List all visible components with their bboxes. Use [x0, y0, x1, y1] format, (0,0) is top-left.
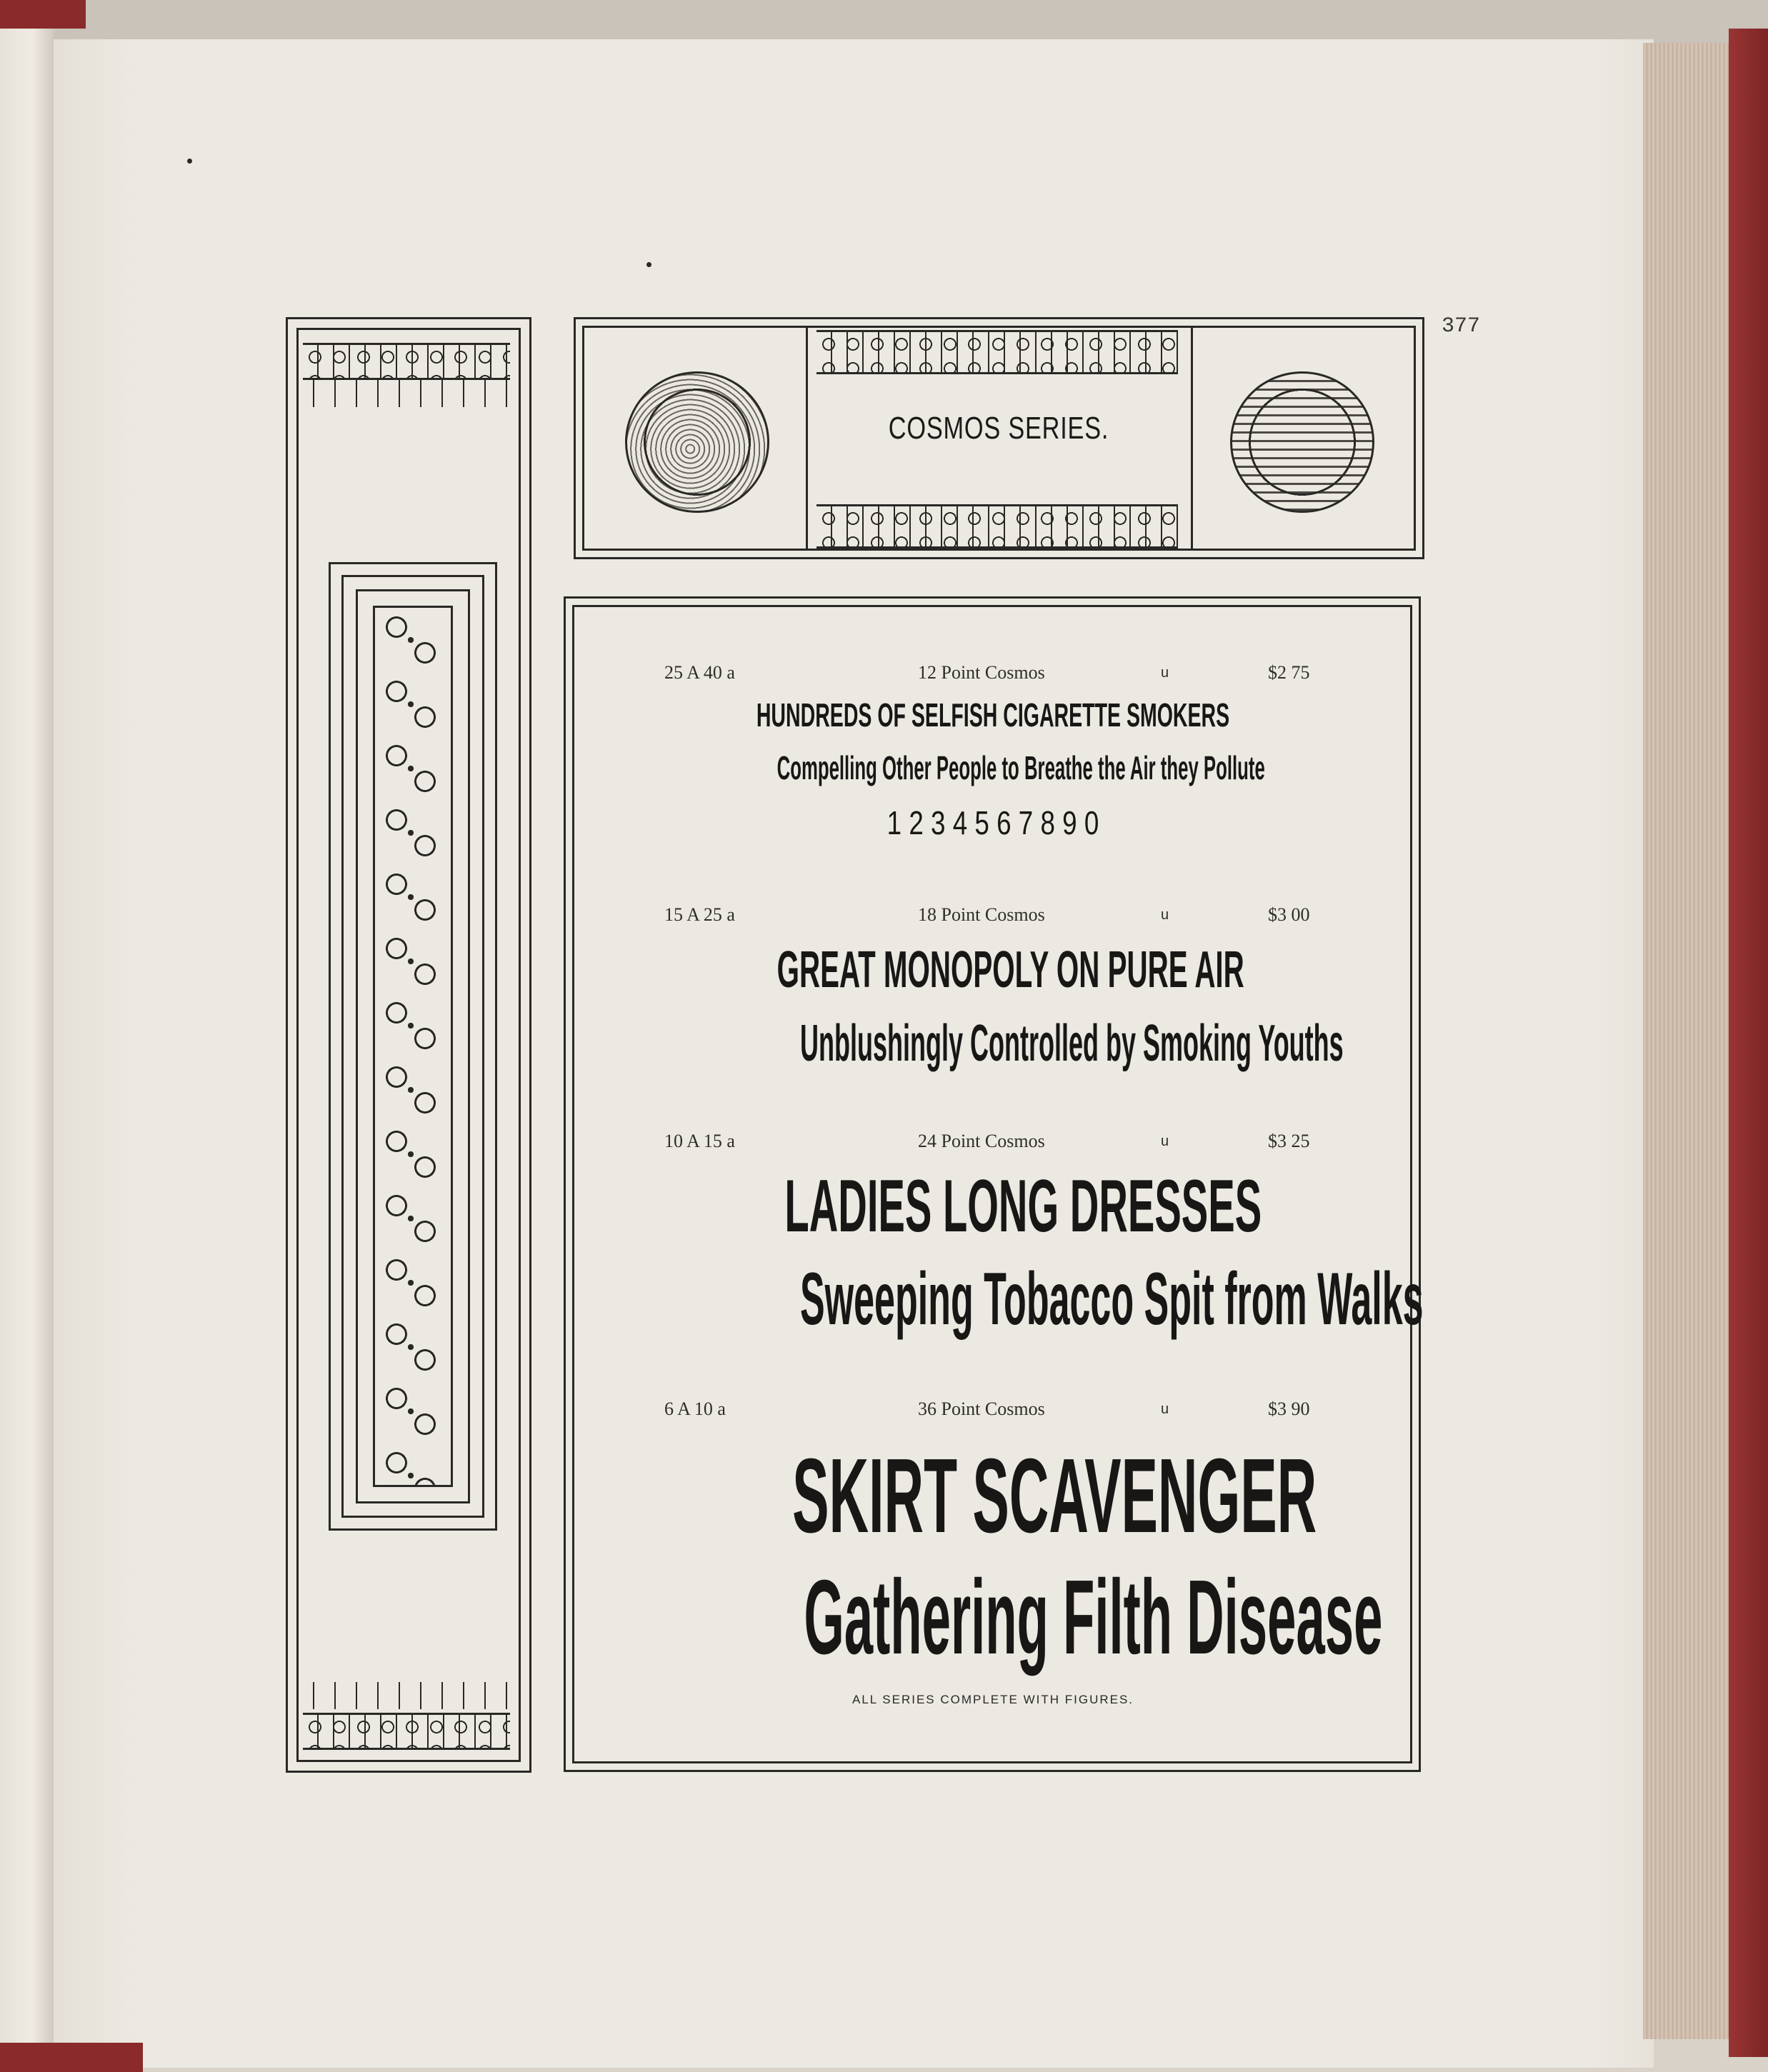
font-quantity: 15 A 25 a	[664, 904, 735, 925]
font-mark: u	[1161, 907, 1169, 923]
font-name: 18 Point Cosmos	[918, 904, 1045, 925]
font-quantity: 6 A 10 a	[664, 1398, 726, 1419]
specimen-18pt-header	[664, 904, 1329, 930]
ink-speck	[646, 262, 651, 267]
ink-speck	[187, 159, 192, 164]
page-block-edges	[1643, 43, 1729, 2039]
title-bottom-ornament	[816, 504, 1178, 549]
top-pillar-ornament	[303, 379, 510, 407]
series-title: COSMOS SERIES.	[888, 411, 1109, 446]
font-quantity: 10 A 15 a	[664, 1131, 735, 1151]
font-name: 24 Point Cosmos	[918, 1131, 1045, 1151]
footer-note: ALL SERIES COMPLETE WITH FIGURES.	[851, 1693, 1134, 1706]
specimen-line: SKIRT SCAVENGER	[792, 1437, 1317, 1555]
font-price: $2 75	[1268, 662, 1310, 683]
specimen-12pt-header	[664, 662, 1329, 688]
specimen-line: GREAT MONOPOLY ON PURE AIR	[776, 941, 1244, 999]
font-price: $3 90	[1268, 1398, 1310, 1419]
specimen-line: LADIES LONG DRESSES	[784, 1165, 1262, 1248]
top-scroll-ornament	[303, 343, 510, 380]
font-name: 12 Point Cosmos	[918, 662, 1045, 683]
specimen-line: HUNDREDS OF SELFISH CIGARETTE SMOKERS	[756, 696, 1230, 734]
font-name: 36 Point Cosmos	[918, 1398, 1045, 1419]
book-cover-corner	[0, 0, 86, 29]
font-mark: u	[1161, 1401, 1169, 1417]
book-top-edge	[0, 0, 1768, 43]
title-top-ornament	[816, 330, 1178, 374]
specimen-line: 1 2 3 4 5 6 7 8 9 0	[887, 804, 1099, 841]
font-price: $3 00	[1268, 904, 1310, 925]
book-cover-corner-bottom	[0, 2043, 143, 2072]
specimen-24pt-header	[664, 1131, 1329, 1156]
font-price: $3 25	[1268, 1131, 1310, 1151]
left-medallion-image	[625, 371, 769, 513]
font-mark: u	[1161, 1133, 1169, 1149]
specimen-36pt-header	[664, 1398, 1329, 1424]
bottom-pillar-ornament	[303, 1682, 510, 1709]
page-number: 377	[1442, 314, 1481, 339]
font-quantity: 25 A 40 a	[664, 662, 735, 683]
specimen-line: Unblushingly Controlled by Smoking Youths	[800, 1015, 1344, 1072]
specimen-line: Sweeping Tobacco Spit from Walks	[800, 1258, 1424, 1341]
font-mark: u	[1161, 665, 1169, 681]
vine-scroll-ornament	[373, 606, 453, 1487]
specimen-line: Compelling Other People to Breathe the Air they Pollute	[776, 749, 1265, 786]
facing-page-edge	[0, 29, 54, 2072]
specimen-line: Gathering Filth Disease	[804, 1558, 1383, 1676]
book-cover-right	[1729, 29, 1768, 2057]
bottom-scroll-ornament	[303, 1713, 510, 1750]
right-medallion-image	[1230, 371, 1374, 513]
